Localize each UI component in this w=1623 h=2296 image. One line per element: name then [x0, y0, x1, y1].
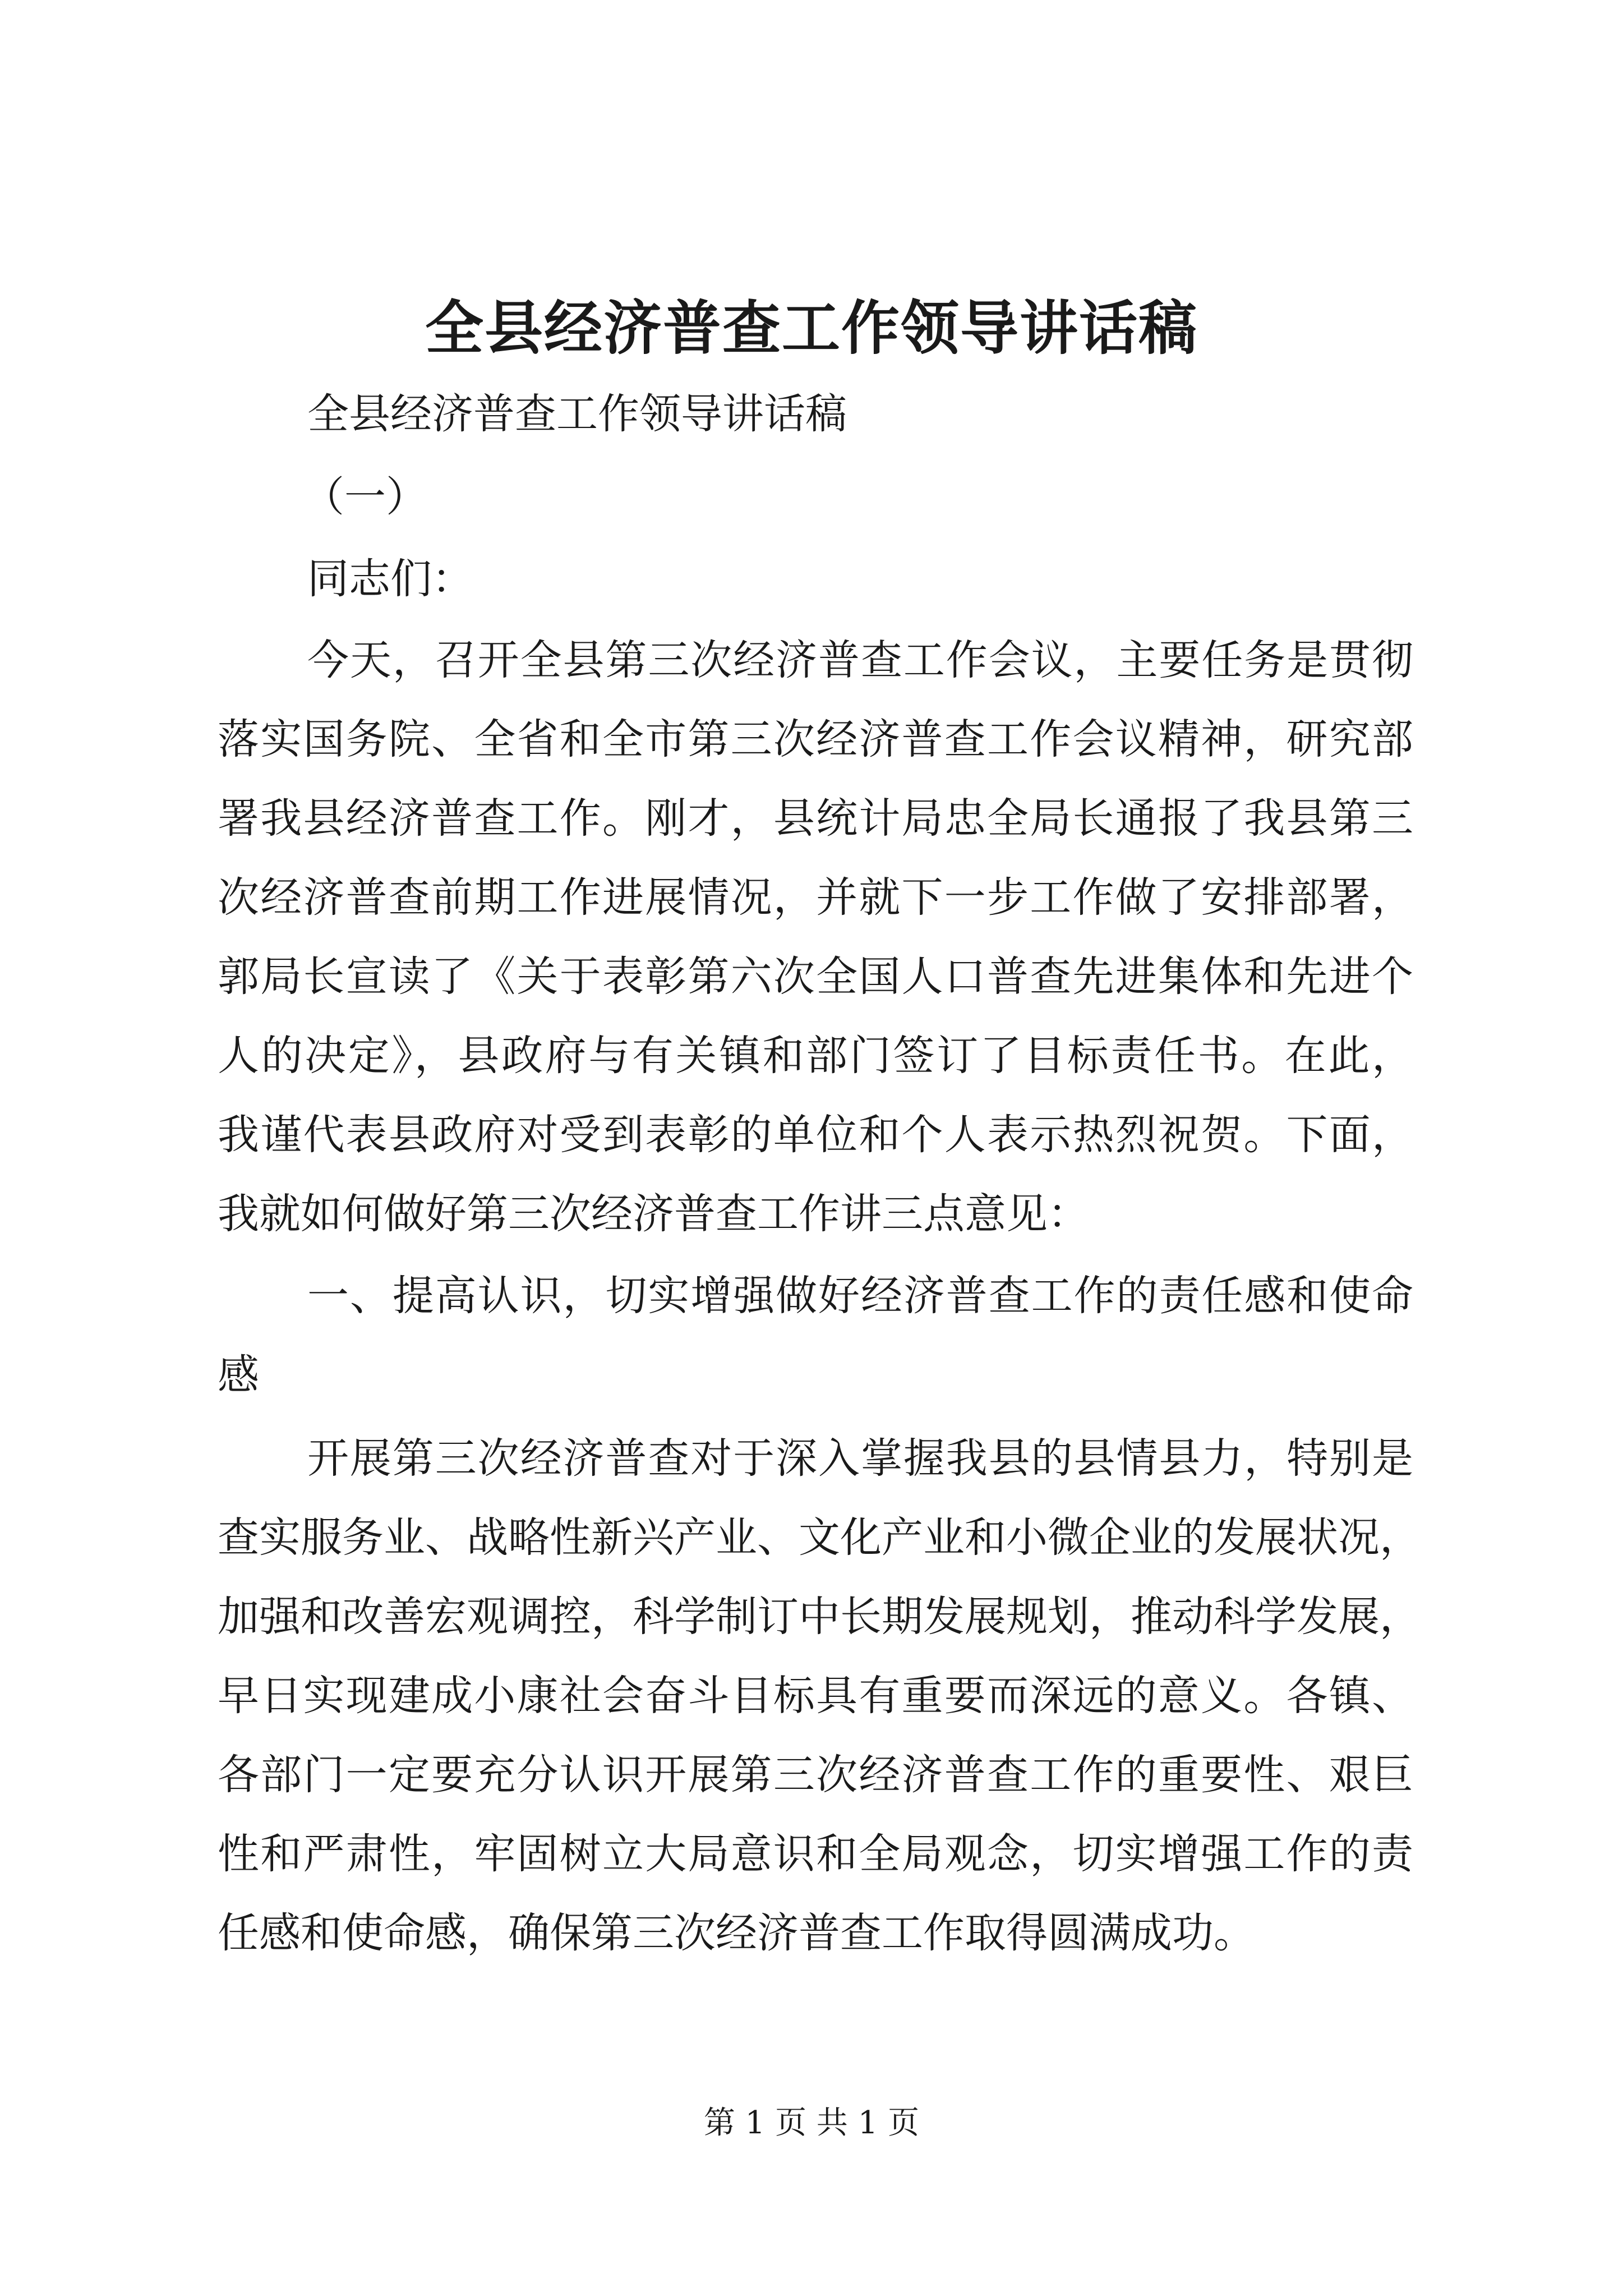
- paragraph-line: 性和严肃性，牢固树立大局意识和全局观念，切实增强工作的责: [218, 1830, 1413, 1878]
- paragraph-line: 各部门一定要充分认识开展第三次经济普查工作的重要性、艰巨: [218, 1751, 1413, 1799]
- paragraph-line: 落实国务院、全省和全市第三次经济普查工作会议精神，研究部: [218, 715, 1413, 763]
- section-heading: 一、提高认识，切实增强做好经济普查工作的责任感和使命: [307, 1272, 1413, 1320]
- section-number: （一）: [303, 473, 427, 521]
- paragraph-line: 今天，召开全县第三次经济普查工作会议，主要任务是贯彻: [307, 636, 1413, 684]
- paragraph-line: 我就如何做好第三次经济普查工作讲三点意见：: [218, 1190, 1089, 1238]
- paragraph-line: 开展第三次经济普查对于深入掌握我县的县情县力，特别是: [307, 1434, 1413, 1483]
- paragraph-line: 我谨代表县政府对受到表彰的单位和个人表示热烈祝贺。下面，: [218, 1111, 1413, 1159]
- section-heading: 感: [218, 1351, 259, 1399]
- document-title: 全县经济普查工作领导讲话稿: [425, 293, 1198, 362]
- paragraph-line: 加强和改善宏观调控，科学制订中长期发展规划，推动科学发展，: [218, 1593, 1421, 1641]
- salutation: 同志们：: [307, 555, 473, 603]
- paragraph-line: 任感和使命感，确保第三次经济普查工作取得圆满成功。: [218, 1909, 1255, 1957]
- paragraph-line: 署我县经济普查工作。刚才，县统计局忠全局长通报了我县第三: [218, 794, 1413, 843]
- paragraph-line: 查实服务业、战略性新兴产业、文化产业和小微企业的发展状况，: [218, 1513, 1421, 1562]
- paragraph-line: 人的决定》，县政府与有关镇和部门签订了目标责任书。在此，: [218, 1032, 1413, 1080]
- paragraph-line: 次经济普查前期工作进展情况，并就下一步工作做了安排部署，: [218, 873, 1413, 922]
- paragraph-line: 郭局长宣读了《关于表彰第六次全国人口普查先进集体和先进个: [218, 953, 1413, 1001]
- paragraph-line: 早日实现建成小康社会奋斗目标具有重要而深远的意义。各镇、: [218, 1672, 1413, 1720]
- page-footer: 第 1 页 共 1 页: [703, 2105, 920, 2141]
- subtitle: 全县经济普查工作领导讲话稿: [307, 390, 847, 438]
